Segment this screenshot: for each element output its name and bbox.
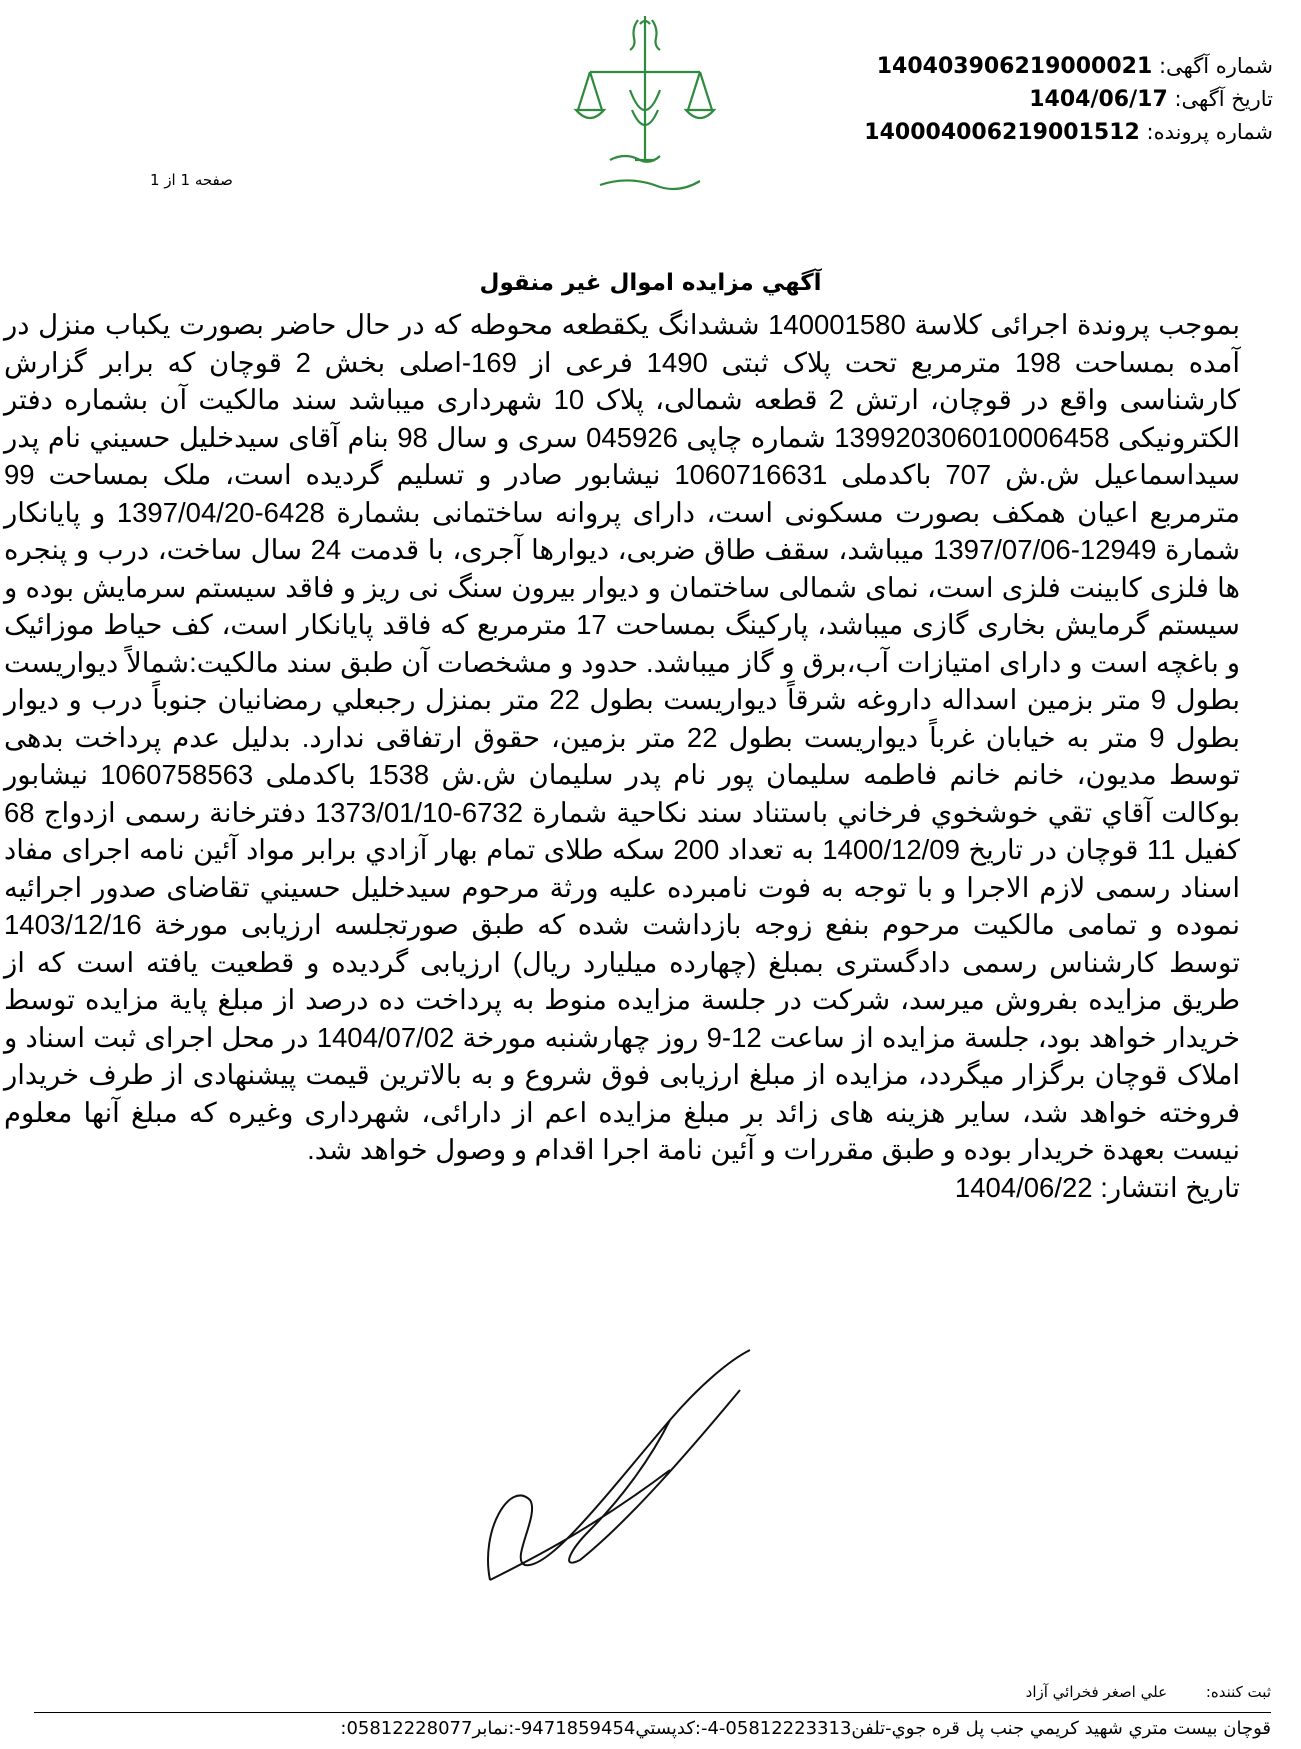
notice-date: 1404/06/17 bbox=[1029, 87, 1168, 112]
judiciary-emblem bbox=[570, 10, 720, 210]
registrar-name: علي اصغر فخرائي آزاد bbox=[1025, 1683, 1168, 1701]
registrar-label: ثبت کننده: bbox=[1205, 1683, 1271, 1701]
notice-number-row bbox=[864, 50, 1273, 83]
notice-title: آگهي مزايده اموال غير منقول bbox=[479, 270, 822, 296]
notice-date-row bbox=[864, 83, 1273, 116]
notice-number: 140403906219000021 bbox=[876, 54, 1153, 79]
notice-metadata bbox=[864, 50, 1273, 149]
signature bbox=[470, 1330, 770, 1590]
notice-number-label: شماره آگهی: bbox=[1158, 54, 1273, 78]
signature-icon bbox=[470, 1330, 770, 1590]
publication-date-line bbox=[4, 1169, 1240, 1207]
publication-date-label: تاریخ انتشار: bbox=[1100, 1171, 1240, 1203]
page-number: صفحه 1 از 1 bbox=[150, 171, 233, 189]
notice-date-label: تاریخ آگهی: bbox=[1174, 87, 1273, 111]
judiciary-logo-icon bbox=[570, 10, 720, 210]
file-number-row bbox=[864, 116, 1273, 149]
file-number: 140004006219001512 bbox=[864, 120, 1140, 145]
notice-body-text: بموجب پروندة اجرائی کلاسة 140001580 ششدانگ یکقطعه محوطه که در حال حاضر بصورت یکباب منزل در آمده بمساحت 198 مترمربع تحت پلاک ثبتی 1490 فرعی از 169-اصلی بخش 2 قوچان که برابر گزارش کارشناسی واقع در قوچان، ارتش 2 قطعه شمالی، پلاک 10 شهرداری میباشد سند مالکیت آن بشماره دفتر الکترونیکی 139920306010006458 شماره چاپی 045926 سری و سال 98 بنام آقای سیدخلیل حسيني نام پدر سیداسماعیل ش.ش 707 باکدملی 1060716631 نیشابور صادر و تسلیم گردیده است، ملک بمساحت 99 مترمربع اعیان همکف بصورت مسکونی است، دارای پروانه ساختمانی بشمارة 6428-1397/04/20 و پایانکار شمارة 12949-1397/07/06 میباشد، سقف طاق ضربی، دیوارها آجری، با قدمت 24 سال ساخت، درب و پنجره ها فلزی کابینت فلزی است، نمای شمالی ساختمان و دیوار بیرون سنگ نی ریز و فاقد سیستم سرمایش بوده و سیستم گرمایش بخاری گازی میباشد، پارکینگ بمساحت 17 مترمربع که فاقد پایانکار است، کف حیاط موزائیک و باغچه است و دارای امتیازات آب،برق و گاز میباشد. حدود و مشخصات آن طبق سند مالکیت:شمالاً دیواریست بطول 9 متر بزمین اسداله داروغه شرقاً دیواریست بطول 22 متر بمنزل رجبعلي رمضانيان جنوباً درب و دیوار بطول 9 متر به خیابان غرباً دیواریست بطول 22 متر بزمین، حقوق ارتفاقی ندارد. بدلیل عدم پرداخت بدهی توسط مدیون، خانم خانم فاطمه سليمان پور نام پدر سلیمان ش.ش 1538 باکدملی 1060758563 نیشابور بوکالت آقاي تقي خوشخوي فرخاني باستناد سند نکاحیة شمارة 6732-1373/01/10 دفترخانة رسمی ازدواج 68 کفیل 11 قوچان در تاریخ 1400/12/09 به تعداد 200 سکه طلای تمام بهار آزادي برابر مواد آئین نامه اجرای مفاد اسناد رسمی لازم الاجرا و با توجه به فوت نامبرده علیه ورثة مرحوم سيدخليل حسيني تقاضای صدور اجرائیه نموده و تمامی مالکیت مرحوم بنفع زوجه بازداشت شده که طبق صورتجلسه ارزیابی مورخة 1403/12/16 توسط کارشناس رسمی دادگستری بمبلغ (چهارده میلیارد ریال) ارزیابی گردیده و قطعیت یافته است که از طریق مزایده بفروش میرسد، شرکت در جلسة مزایده منوط به پرداخت ده درصد از مبلغ پایة مزایده توسط خریدار خواهد بود، جلسة مزایده از ساعت 12-9 روز چهارشنبه مورخة 1404/07/02 در محل اجرای ثبت اسناد و املاک قوچان برگزار میگردد، مزایده از مبلغ ارزیابی فوق شروع و به بالاترین قیمت پیشنهادی از طرف خریدار فروخته خواهد شد، سایر هزینه های زائد بر مبلغ مزایده اعم از دارائی، شهرداری وغیره که مبلغ آنها معلوم نیست بعهدة خریدار بوده و طبق مقررات و آئین نامة اجرا اقدام و وصول خواهد شد. bbox=[4, 309, 1241, 1165]
notice-body bbox=[4, 306, 1240, 1206]
file-number-label: شماره پرونده: bbox=[1146, 120, 1273, 144]
footer-divider bbox=[34, 1712, 1271, 1713]
registrar bbox=[1026, 1683, 1271, 1701]
publication-date: 1404/06/22 bbox=[954, 1171, 1093, 1203]
office-address: قوچان بيست متري شهيد کريمي جنب پل قره جوي-تلفن05812223313-4-:کدپستي9471859454-:نمابر05812228077: bbox=[340, 1718, 1271, 1739]
